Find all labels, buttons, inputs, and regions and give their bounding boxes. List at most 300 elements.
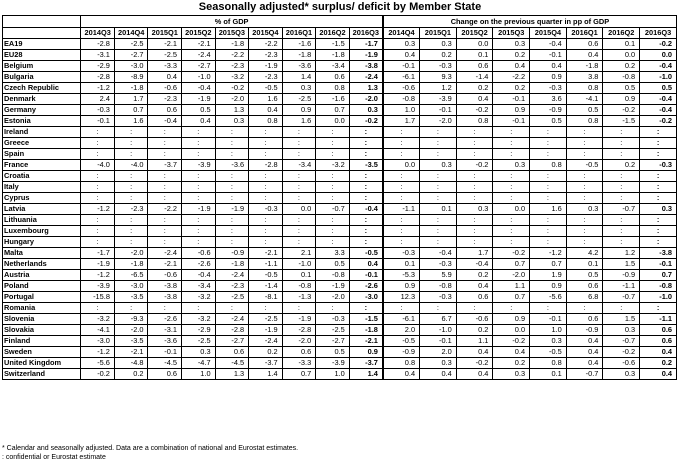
column-header-pct: 2015Q3 <box>215 28 249 39</box>
cell-change: 0.5 <box>566 105 603 116</box>
cell-change: : <box>566 138 603 149</box>
table-row <box>3 105 677 116</box>
cell-pct-gdp: : <box>81 303 115 314</box>
cell-change: 0.0 <box>456 39 493 50</box>
cell-change: 0.3 <box>493 369 530 380</box>
cell-pct-gdp: : <box>282 171 316 182</box>
cell-pct-gdp: -2.7 <box>215 336 249 347</box>
column-header-change: 2016Q2 <box>603 28 640 39</box>
cell-pct-gdp: -3.9 <box>316 358 350 369</box>
table-row <box>3 347 677 358</box>
row-label: Hungary <box>3 237 81 248</box>
cell-pct-gdp: -3.7 <box>148 160 182 171</box>
cell-change: 0.8 <box>566 116 603 127</box>
cell-pct-gdp: 0.6 <box>316 72 350 83</box>
cell-change: -2.2 <box>493 72 530 83</box>
cell-change: 0.2 <box>640 358 677 369</box>
cell-change: -1.0 <box>640 72 677 83</box>
cell-pct-gdp: 0.5 <box>182 105 216 116</box>
cell-change: 0.2 <box>456 83 493 94</box>
cell-pct-gdp: 0.4 <box>349 259 383 270</box>
cell-pct-gdp: : <box>114 149 148 160</box>
cell-pct-gdp: -2.4 <box>249 336 283 347</box>
cell-change: -0.9 <box>383 347 420 358</box>
cell-pct-gdp: -2.5 <box>215 292 249 303</box>
table-row <box>3 270 677 281</box>
row-label: Cyprus <box>3 193 81 204</box>
cell-change: : <box>566 127 603 138</box>
cell-change: : <box>420 193 457 204</box>
cell-change: 0.3 <box>603 369 640 380</box>
row-label: Switzerland <box>3 369 81 380</box>
cell-pct-gdp: -0.5 <box>249 83 283 94</box>
cell-pct-gdp: : <box>316 149 350 160</box>
cell-pct-gdp: -0.3 <box>81 105 115 116</box>
table-row <box>3 303 677 314</box>
row-label: Lithuania <box>3 215 81 226</box>
cell-pct-gdp: : <box>215 127 249 138</box>
cell-change: 0.2 <box>493 83 530 94</box>
cell-pct-gdp: 1.4 <box>249 369 283 380</box>
cell-pct-gdp: 1.6 <box>282 116 316 127</box>
row-label: Portugal <box>3 292 81 303</box>
cell-pct-gdp: -6.5 <box>114 270 148 281</box>
cell-change: -0.2 <box>456 160 493 171</box>
table-row <box>3 215 677 226</box>
cell-change: 0.0 <box>493 325 530 336</box>
cell-pct-gdp: : <box>249 127 283 138</box>
cell-pct-gdp: -1.8 <box>349 325 383 336</box>
cell-change: : <box>456 127 493 138</box>
cell-change: -5.6 <box>530 292 567 303</box>
cell-change: : <box>383 303 420 314</box>
cell-change: : <box>493 149 530 160</box>
cell-pct-gdp: : <box>282 193 316 204</box>
cell-change: : <box>456 182 493 193</box>
cell-change: -1.1 <box>603 281 640 292</box>
cell-pct-gdp: -3.9 <box>182 160 216 171</box>
cell-pct-gdp: -2.3 <box>215 281 249 292</box>
cell-pct-gdp: -1.9 <box>282 314 316 325</box>
cell-change: 0.0 <box>640 50 677 61</box>
cell-pct-gdp: -2.1 <box>182 39 216 50</box>
cell-change: -0.5 <box>566 160 603 171</box>
cell-change: 1.5 <box>603 259 640 270</box>
cell-pct-gdp: : <box>215 303 249 314</box>
cell-pct-gdp: -3.9 <box>81 281 115 292</box>
cell-pct-gdp: -2.0 <box>215 94 249 105</box>
cell-pct-gdp: -3.5 <box>349 160 383 171</box>
cell-pct-gdp: -3.3 <box>148 61 182 72</box>
row-label: Slovenia <box>3 314 81 325</box>
table-title: Seasonally adjusted* surplus/ deficit by Member State <box>198 1 482 13</box>
row-label: Estonia <box>3 116 81 127</box>
cell-change: 0.2 <box>456 270 493 281</box>
cell-change: : <box>640 237 677 248</box>
footnote-confidential: : confidential or Eurostat estimate <box>2 454 106 461</box>
cell-pct-gdp: : <box>349 237 383 248</box>
cell-pct-gdp: -3.0 <box>349 292 383 303</box>
cell-change: -0.1 <box>530 50 567 61</box>
cell-pct-gdp: -2.1 <box>249 248 283 259</box>
cell-change: : <box>383 193 420 204</box>
cell-change: -0.2 <box>493 336 530 347</box>
row-label: Malta <box>3 248 81 259</box>
cell-pct-gdp: -2.3 <box>114 204 148 215</box>
cell-pct-gdp: -1.6 <box>282 39 316 50</box>
cell-change: 0.0 <box>383 160 420 171</box>
cell-pct-gdp: -3.2 <box>316 160 350 171</box>
cell-change: : <box>566 182 603 193</box>
cell-pct-gdp: : <box>114 303 148 314</box>
cell-pct-gdp: -3.1 <box>148 325 182 336</box>
cell-pct-gdp: -2.4 <box>148 248 182 259</box>
cell-pct-gdp: 1.3 <box>349 83 383 94</box>
cell-pct-gdp: -1.8 <box>114 259 148 270</box>
cell-pct-gdp: : <box>182 226 216 237</box>
cell-change: 1.2 <box>603 248 640 259</box>
cell-change: 1.0 <box>383 105 420 116</box>
cell-change: 0.4 <box>530 61 567 72</box>
cell-pct-gdp: -0.8 <box>316 270 350 281</box>
table-row <box>3 369 677 380</box>
cell-change: -0.4 <box>640 61 677 72</box>
cell-pct-gdp: : <box>249 138 283 149</box>
cell-pct-gdp: : <box>148 237 182 248</box>
cell-change: 0.5 <box>603 83 640 94</box>
cell-pct-gdp: -2.3 <box>148 94 182 105</box>
cell-change: : <box>383 226 420 237</box>
table-row <box>3 72 677 83</box>
cell-change: 0.9 <box>530 72 567 83</box>
cell-pct-gdp: : <box>114 127 148 138</box>
cell-pct-gdp: 3.3 <box>316 248 350 259</box>
cell-pct-gdp: -2.1 <box>114 347 148 358</box>
cell-pct-gdp: -2.8 <box>249 160 283 171</box>
cell-change: : <box>640 138 677 149</box>
cell-change: : <box>640 182 677 193</box>
cell-change: 0.1 <box>566 259 603 270</box>
cell-pct-gdp: : <box>316 193 350 204</box>
cell-change: 0.4 <box>566 50 603 61</box>
cell-pct-gdp: -2.0 <box>114 325 148 336</box>
cell-change: -0.7 <box>603 204 640 215</box>
cell-pct-gdp: : <box>349 138 383 149</box>
cell-pct-gdp: -1.9 <box>81 259 115 270</box>
cell-change: 0.3 <box>493 160 530 171</box>
cell-pct-gdp: -0.1 <box>148 347 182 358</box>
table-row <box>3 138 677 149</box>
cell-pct-gdp: 0.5 <box>316 259 350 270</box>
cell-change: 0.0 <box>603 50 640 61</box>
cell-pct-gdp: -2.1 <box>349 336 383 347</box>
cell-change: : <box>383 127 420 138</box>
cell-change: -0.1 <box>530 314 567 325</box>
cell-change: 0.3 <box>493 39 530 50</box>
cell-change: 0.5 <box>566 270 603 281</box>
cell-pct-gdp: 0.4 <box>249 105 283 116</box>
deficit-table <box>2 15 677 380</box>
cell-pct-gdp: : <box>215 182 249 193</box>
cell-change: : <box>530 138 567 149</box>
cell-pct-gdp: : <box>316 303 350 314</box>
cell-pct-gdp: -15.8 <box>81 292 115 303</box>
cell-change: -3.9 <box>420 94 457 105</box>
cell-pct-gdp: : <box>215 149 249 160</box>
cell-change: 0.8 <box>383 358 420 369</box>
cell-pct-gdp: : <box>182 237 216 248</box>
cell-change: : <box>530 303 567 314</box>
cell-change: -0.4 <box>456 259 493 270</box>
cell-pct-gdp: -1.7 <box>349 39 383 50</box>
cell-change: : <box>530 127 567 138</box>
cell-change: 0.4 <box>493 347 530 358</box>
cell-pct-gdp: : <box>282 138 316 149</box>
cell-pct-gdp: -1.2 <box>81 83 115 94</box>
cell-change: -1.1 <box>640 314 677 325</box>
cell-pct-gdp: : <box>249 237 283 248</box>
cell-pct-gdp: 1.3 <box>215 369 249 380</box>
cell-pct-gdp: : <box>81 237 115 248</box>
cell-pct-gdp: : <box>249 182 283 193</box>
cell-pct-gdp: -2.5 <box>316 325 350 336</box>
cell-pct-gdp: : <box>316 138 350 149</box>
cell-change: : <box>640 127 677 138</box>
cell-pct-gdp: -1.6 <box>316 94 350 105</box>
cell-change: : <box>530 149 567 160</box>
cell-change: : <box>456 226 493 237</box>
cell-pct-gdp: : <box>215 237 249 248</box>
cell-change: : <box>530 171 567 182</box>
cell-pct-gdp: -3.6 <box>148 336 182 347</box>
cell-change: 0.3 <box>383 39 420 50</box>
cell-change: : <box>493 226 530 237</box>
cell-change: : <box>530 237 567 248</box>
cell-pct-gdp: : <box>282 215 316 226</box>
cell-change: -2.0 <box>493 270 530 281</box>
cell-change: 0.1 <box>456 50 493 61</box>
column-header-change: 2015Q1 <box>420 28 457 39</box>
cell-pct-gdp: 0.2 <box>114 369 148 380</box>
cell-change: : <box>420 138 457 149</box>
cell-change: 0.9 <box>493 105 530 116</box>
cell-pct-gdp: -2.4 <box>182 50 216 61</box>
cell-change: -0.4 <box>640 105 677 116</box>
row-label: Ireland <box>3 127 81 138</box>
cell-pct-gdp: : <box>114 215 148 226</box>
cell-pct-gdp: -4.8 <box>114 358 148 369</box>
cell-pct-gdp: -2.7 <box>316 336 350 347</box>
cell-pct-gdp: -8.1 <box>249 292 283 303</box>
cell-pct-gdp: 0.9 <box>282 105 316 116</box>
cell-change: : <box>493 171 530 182</box>
cell-pct-gdp: : <box>249 215 283 226</box>
cell-pct-gdp: -3.0 <box>81 336 115 347</box>
cell-pct-gdp: -4.1 <box>81 325 115 336</box>
cell-change: -1.4 <box>456 72 493 83</box>
cell-pct-gdp: -0.8 <box>282 281 316 292</box>
cell-pct-gdp: : <box>148 215 182 226</box>
cell-change: : <box>420 149 457 160</box>
cell-pct-gdp: : <box>148 171 182 182</box>
row-label: Latvia <box>3 204 81 215</box>
cell-change: -0.1 <box>383 61 420 72</box>
column-header-change: 2015Q2 <box>456 28 493 39</box>
cell-pct-gdp: -2.5 <box>114 39 148 50</box>
cell-change: : <box>603 215 640 226</box>
cell-change: : <box>420 237 457 248</box>
cell-pct-gdp: -1.9 <box>249 325 283 336</box>
cell-change: 0.3 <box>603 325 640 336</box>
cell-change: 0.3 <box>420 160 457 171</box>
column-header-change: 2014Q4 <box>383 28 420 39</box>
cell-pct-gdp: -3.7 <box>249 358 283 369</box>
cell-change: -0.3 <box>383 248 420 259</box>
cell-change: -0.4 <box>640 94 677 105</box>
cell-change: 0.1 <box>420 204 457 215</box>
cell-pct-gdp: -2.9 <box>81 61 115 72</box>
cell-change: : <box>603 171 640 182</box>
cell-pct-gdp: -2.5 <box>182 336 216 347</box>
table-row <box>3 94 677 105</box>
cell-pct-gdp: : <box>249 171 283 182</box>
column-header-change: 2016Q3 <box>640 28 677 39</box>
cell-change: 0.4 <box>640 369 677 380</box>
cell-pct-gdp: : <box>316 127 350 138</box>
row-label: Romania <box>3 303 81 314</box>
cell-change: 0.5 <box>640 83 677 94</box>
table-row <box>3 127 677 138</box>
cell-change: 5.9 <box>420 270 457 281</box>
cell-pct-gdp: 0.5 <box>316 347 350 358</box>
cell-change: -0.8 <box>603 72 640 83</box>
cell-change: : <box>420 127 457 138</box>
cell-change: 0.5 <box>530 116 567 127</box>
cell-pct-gdp: : <box>114 226 148 237</box>
cell-change: -0.3 <box>420 61 457 72</box>
cell-change: : <box>640 215 677 226</box>
cell-change: 0.3 <box>530 336 567 347</box>
cell-change: -0.2 <box>640 39 677 50</box>
table-row <box>3 226 677 237</box>
cell-pct-gdp: : <box>316 215 350 226</box>
table-row <box>3 50 677 61</box>
cell-change: 0.8 <box>566 83 603 94</box>
cell-change: : <box>420 182 457 193</box>
column-header-pct: 2015Q2 <box>182 28 216 39</box>
cell-change: -0.7 <box>566 369 603 380</box>
cell-change: 6.7 <box>420 314 457 325</box>
row-label: Netherlands <box>3 259 81 270</box>
cell-pct-gdp: : <box>349 303 383 314</box>
cell-pct-gdp: : <box>349 215 383 226</box>
cell-pct-gdp: : <box>215 138 249 149</box>
cell-change: 12.3 <box>383 292 420 303</box>
cell-pct-gdp: -2.8 <box>81 72 115 83</box>
cell-change: -0.8 <box>640 281 677 292</box>
cell-change: 1.9 <box>530 270 567 281</box>
cell-change: 9.3 <box>420 72 457 83</box>
table-row <box>3 116 677 127</box>
row-label: EA19 <box>3 39 81 50</box>
cell-pct-gdp: -3.8 <box>349 61 383 72</box>
cell-pct-gdp: -0.6 <box>148 83 182 94</box>
cell-change: 1.1 <box>456 336 493 347</box>
cell-change: : <box>493 215 530 226</box>
cell-pct-gdp: : <box>182 138 216 149</box>
cell-pct-gdp: -2.4 <box>215 270 249 281</box>
cell-pct-gdp: -0.4 <box>349 204 383 215</box>
cell-pct-gdp: 0.8 <box>316 83 350 94</box>
cell-pct-gdp: -3.2 <box>81 314 115 325</box>
cell-change: 1.1 <box>493 281 530 292</box>
cell-change: : <box>566 237 603 248</box>
cell-pct-gdp: 0.8 <box>249 116 283 127</box>
cell-change: 4.2 <box>566 248 603 259</box>
cell-pct-gdp: 2.1 <box>282 248 316 259</box>
cell-change: : <box>456 138 493 149</box>
cell-pct-gdp: : <box>316 226 350 237</box>
cell-pct-gdp: : <box>114 171 148 182</box>
cell-pct-gdp: -0.6 <box>148 270 182 281</box>
cell-change: : <box>420 215 457 226</box>
cell-change: 1.6 <box>530 204 567 215</box>
cell-change: 0.3 <box>420 358 457 369</box>
column-header-pct: 2014Q3 <box>81 28 115 39</box>
row-label: EU28 <box>3 50 81 61</box>
cell-change: -0.1 <box>420 336 457 347</box>
cell-pct-gdp: 0.2 <box>249 347 283 358</box>
cell-change: 0.4 <box>493 61 530 72</box>
cell-pct-gdp: 0.7 <box>316 105 350 116</box>
cell-change: 1.2 <box>420 83 457 94</box>
cell-change: -0.6 <box>603 358 640 369</box>
cell-change: 0.8 <box>530 160 567 171</box>
cell-change: : <box>640 303 677 314</box>
cell-change: : <box>566 303 603 314</box>
cell-change: 1.7 <box>383 116 420 127</box>
cell-change: 0.4 <box>456 369 493 380</box>
cell-pct-gdp: -3.5 <box>114 336 148 347</box>
cell-change: -0.3 <box>530 83 567 94</box>
cell-change: 0.9 <box>530 281 567 292</box>
cell-pct-gdp: -3.3 <box>282 358 316 369</box>
cell-change: : <box>566 193 603 204</box>
cell-change: 2.0 <box>420 347 457 358</box>
cell-change: 0.2 <box>493 50 530 61</box>
cell-change: 3.6 <box>530 94 567 105</box>
cell-pct-gdp: -2.5 <box>249 314 283 325</box>
cell-change: 1.7 <box>456 248 493 259</box>
cell-pct-gdp: : <box>148 226 182 237</box>
cell-change: : <box>603 182 640 193</box>
cell-change: : <box>383 171 420 182</box>
cell-pct-gdp: -4.5 <box>148 358 182 369</box>
table-row <box>3 237 677 248</box>
cell-change: : <box>530 193 567 204</box>
row-label: Bulgaria <box>3 72 81 83</box>
row-label: France <box>3 160 81 171</box>
cell-pct-gdp: : <box>182 149 216 160</box>
cell-change: 0.2 <box>493 358 530 369</box>
cell-pct-gdp: : <box>182 127 216 138</box>
cell-change: : <box>530 182 567 193</box>
cell-change: : <box>566 149 603 160</box>
cell-pct-gdp: : <box>282 182 316 193</box>
cell-pct-gdp: 0.7 <box>114 105 148 116</box>
header-columns-row <box>3 28 677 39</box>
cell-pct-gdp: 1.0 <box>182 369 216 380</box>
